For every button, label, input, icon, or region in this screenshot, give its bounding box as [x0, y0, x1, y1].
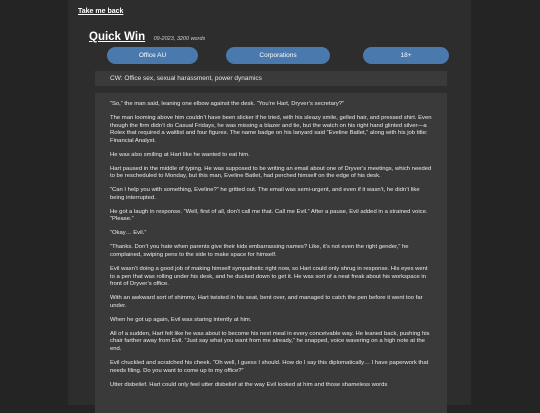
story-header: [89, 27, 205, 45]
story-paragraph: With an awkward sort of shimmy, Hart twisted in his seat, bent over, and managed to catch the pen before it went too far under.: [110, 295, 423, 309]
story-title[interactable]: Quick Win: [89, 31, 146, 43]
tag-list: [107, 47, 449, 64]
story-paragraph: Hart paused in the middle of typing. He was supposed to be writing an email about one of Dryver’s meetings, which needed to be rescheduled to Monday, but this man, Eveline Batlet, had perched himself on the edge of his desk.: [110, 165, 432, 180]
story-paragraph: Evil wasn’t doing a good job of making himself sympathetic right now, so Hart could only shrug in response. His eyes went to a pen that was rolling under his desk, and he ducked down to get it. He was sort of a neat freak about his workspace in front of Dryver’s office.: [110, 266, 428, 288]
story-body: [95, 93, 447, 413]
story-paragraph: All of a sudden, Hart felt like he was about to become his next meal in every conceivable way. He leaned back, pushing his chair farther away from Evil. “Just say what you want from me already,” he snapped, voice wavering on a high note at the end.: [110, 330, 430, 352]
story-paragraph: “So,” the man said, leaning one elbow against the desk. “You’re Hart, Dryver’s secretary?”: [110, 101, 344, 107]
tag-corporations[interactable]: Corporations: [226, 47, 330, 64]
story-paragraph: He got a laugh in response. “Well, first of all, don’t call me that. Call me Evil.” After a pause, Evil added in a strained voice. “Please.”: [110, 208, 428, 223]
back-link[interactable]: Take me back: [78, 8, 124, 15]
story-paragraph: The man looming above him couldn’t have been slicker if he tried, with his sleazy smile, gelled hair, and pressed shirt. Even though the firm didn’t do Casual Fridays, he was missing a blazer and tie, but the watch on his right hand glinted silver—a Rolex that required a waitlist and four figures. The name badge on his lanyard said “Eveline Batlet,” along with his job title: Financial Analyst.: [110, 114, 432, 144]
story-paragraph: Utter disbelief. Hart could only feel utter disbelief at the way Evil looked at him and those shameless words: [110, 381, 388, 388]
story-meta: 09-2023, 3200 words: [153, 36, 206, 42]
story-paragraph: “Thanks. Don’t you hate when parents give their kids embarrassing names? Like, it’s not even the right gender,” he complained, swiping pens to the side to make space for himself.: [110, 244, 409, 259]
story-paragraph: When he got up again, Evil was staring intently at him.: [110, 316, 252, 323]
tag-18-plus[interactable]: 18+: [363, 47, 449, 64]
tag-office-au[interactable]: Office AU: [107, 47, 198, 64]
page-container: [68, 0, 471, 405]
story-paragraph: “Can I help you with something, Eveline?” he gritted out. The email was semi-urgent, and even if it wasn’t, he didn’t like being interrupted.: [110, 187, 420, 201]
story-paragraph: “Okay… Evil.”: [110, 230, 147, 237]
story-paragraph: Evil chuckled and scratched his cheek. “Oh well, I guess I should. How do I say this diplomatically… I have paperwork that needs filing. Do you want to come up to my office?”: [110, 359, 429, 374]
content-warning: CW: Office sex, sexual harassment, power dynamics: [95, 71, 447, 86]
story-paragraph: He was also smiling at Hart like he wanted to eat him.: [110, 151, 250, 158]
